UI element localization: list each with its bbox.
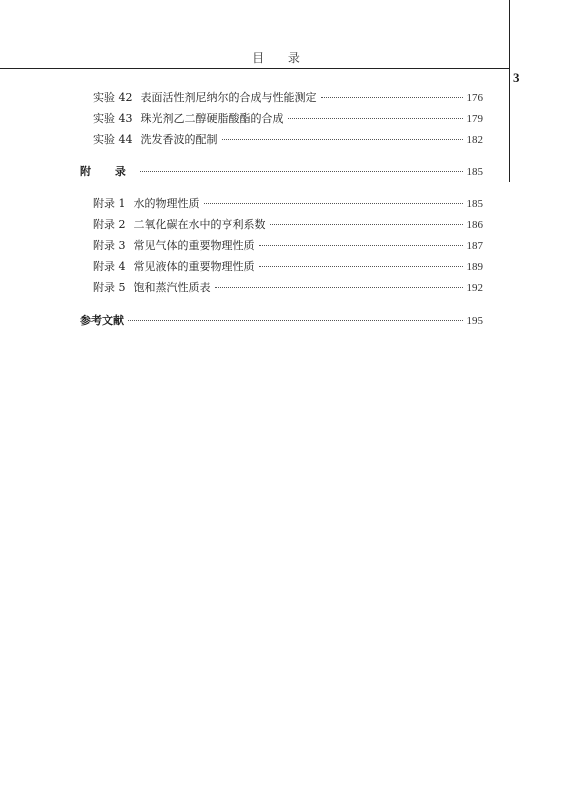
toc-entry-title: 珠光剂乙二醇硬脂酸酯的合成 xyxy=(140,112,284,125)
toc-entry-page: 176 xyxy=(466,92,483,104)
toc-dot-leader xyxy=(259,265,463,267)
toc-entry-page: 192 xyxy=(466,282,483,294)
toc-dot-leader xyxy=(222,138,463,140)
toc-entry-label: 附 录 xyxy=(80,165,136,178)
toc-entry-title: 常见液体的重要物理性质 xyxy=(133,260,255,273)
toc-entry-page: 189 xyxy=(466,261,483,273)
toc-entry-title: 洗发香波的配制 xyxy=(140,133,218,146)
toc-entry-appendix[interactable] xyxy=(80,165,483,179)
toc-entry-references[interactable] xyxy=(80,314,483,328)
toc-entry-label: 附录 2 xyxy=(93,218,126,231)
toc-entry-label: 实验 44 xyxy=(93,133,133,146)
toc-entry-appendix-3[interactable] xyxy=(93,239,483,253)
toc-entry-appendix-2[interactable] xyxy=(93,218,483,232)
toc-entry-appendix-5[interactable] xyxy=(93,281,483,295)
header-rule xyxy=(0,68,510,69)
toc-dot-leader xyxy=(288,117,463,119)
toc-entry-page: 185 xyxy=(466,166,483,178)
toc-entry-label: 附录 4 xyxy=(93,260,126,273)
toc-entry-page: 185 xyxy=(466,198,483,210)
toc-entry-title: 饱和蒸汽性质表 xyxy=(133,281,211,294)
toc-dot-leader xyxy=(128,319,463,321)
running-header-title: 目 录 xyxy=(252,51,310,65)
toc-entry-label: 附录 1 xyxy=(93,197,126,210)
toc-entry-experiment-42[interactable] xyxy=(93,91,483,105)
toc-entry-title: 表面活性剂尼纳尔的合成与性能测定 xyxy=(140,91,317,104)
toc-entry-page: 195 xyxy=(466,315,483,327)
toc-dot-leader xyxy=(259,244,463,246)
toc-dot-leader xyxy=(321,96,463,98)
toc-entry-page: 182 xyxy=(466,134,483,146)
toc-entry-label: 附录 3 xyxy=(93,239,126,252)
toc-entry-label: 附录 5 xyxy=(93,281,126,294)
toc-dot-leader xyxy=(215,286,463,288)
toc-entry-label: 实验 43 xyxy=(93,112,133,125)
toc-entry-title: 水的物理性质 xyxy=(133,197,200,210)
toc-entry-page: 187 xyxy=(466,240,483,252)
margin-rule xyxy=(509,0,510,182)
toc-entry-appendix-4[interactable] xyxy=(93,260,483,274)
page-number: 3 xyxy=(513,70,520,85)
toc-entry-label: 实验 42 xyxy=(93,91,133,104)
toc-entry-label: 参考文献 xyxy=(80,314,124,327)
toc-dot-leader xyxy=(270,223,463,225)
toc-entry-appendix-1[interactable] xyxy=(93,197,483,211)
toc-dot-leader xyxy=(140,170,463,172)
toc-entry-title: 二氧化碳在水中的亨利系数 xyxy=(133,218,266,231)
toc-dot-leader xyxy=(204,202,463,204)
toc-entry-title: 常见气体的重要物理性质 xyxy=(133,239,255,252)
toc-entry-page: 179 xyxy=(466,113,483,125)
toc-entry-experiment-43[interactable] xyxy=(93,112,483,126)
toc-entry-page: 186 xyxy=(466,219,483,231)
toc-entry-experiment-44[interactable] xyxy=(93,133,483,147)
